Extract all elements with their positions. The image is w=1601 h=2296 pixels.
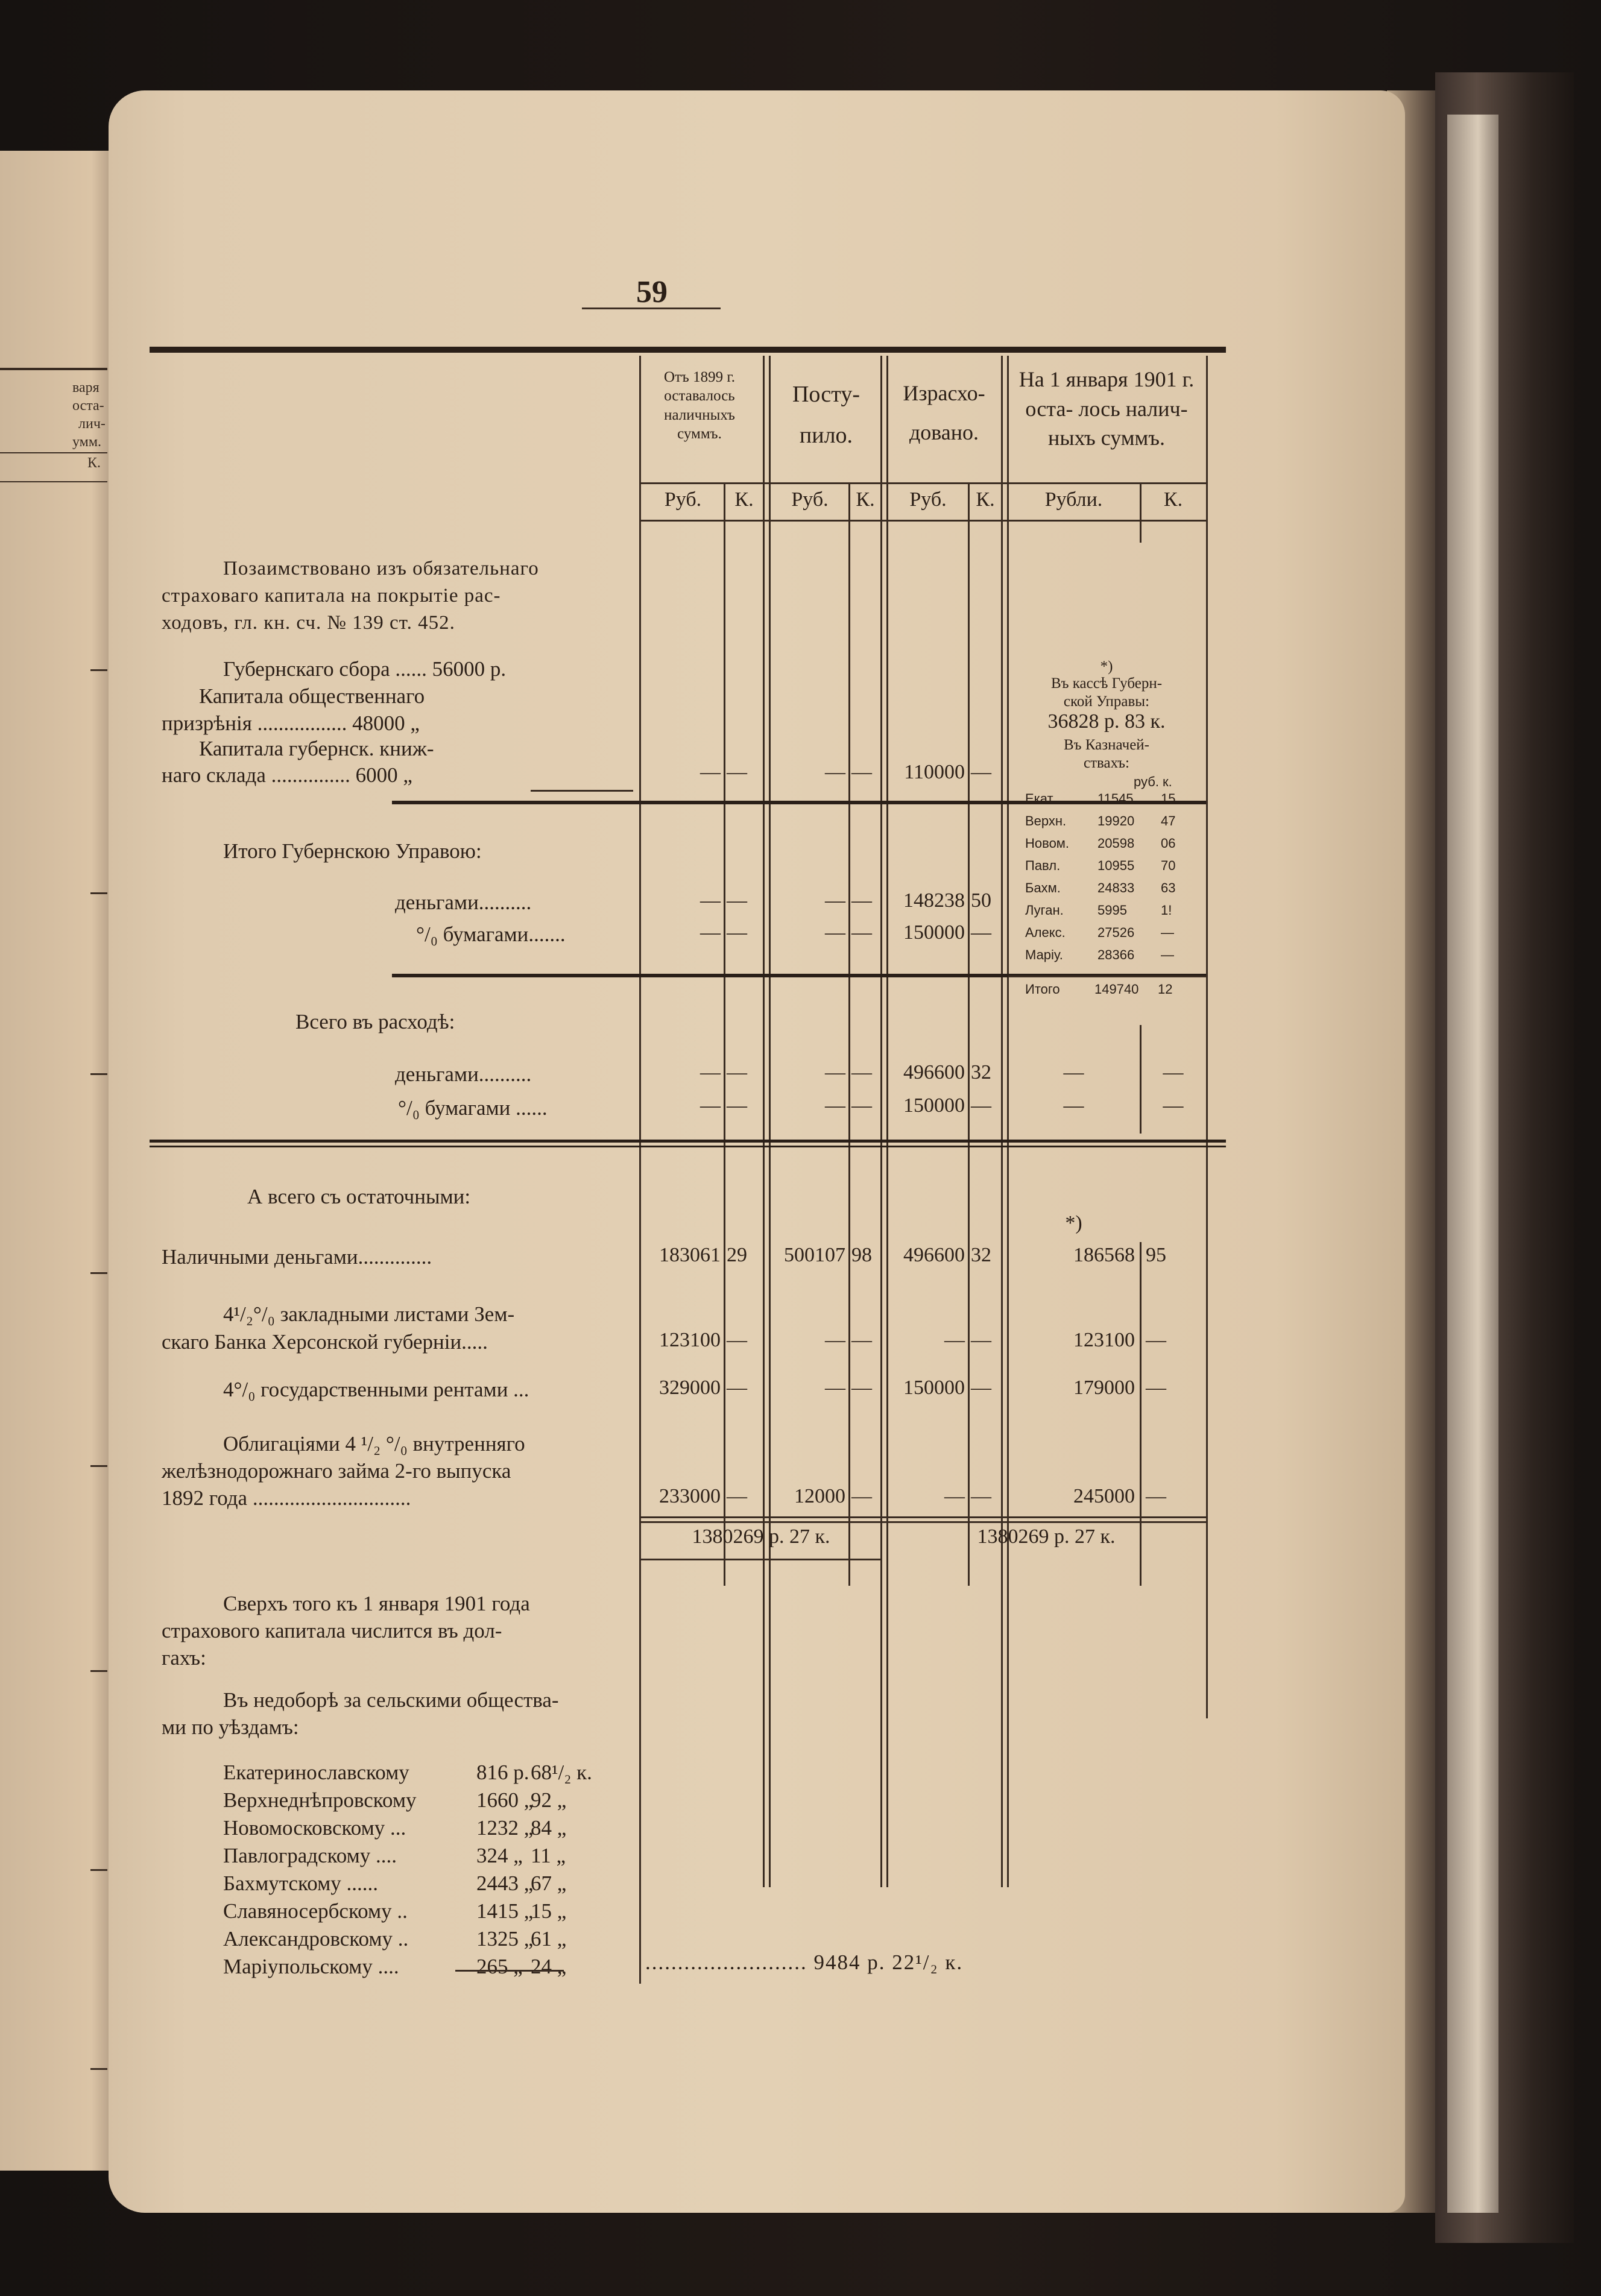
uezd-name: Славяносербскому .. [223, 1899, 408, 1923]
header-col2: Посту- пило. [792, 382, 860, 449]
cell-zaklad-c1r: 123100 [659, 1329, 721, 1351]
cell-renty-c2k-dash: — [851, 1377, 872, 1399]
sub-k-1: К. [734, 488, 754, 511]
cell-dengami-c3r: 148238 [903, 889, 965, 912]
dengami2: деньгами.......... [395, 1062, 532, 1086]
note-item-name: Павл. [1025, 858, 1061, 873]
loan-intro-1: Позаимствовано изъ обязательнаго [223, 558, 539, 579]
note-item-name: Бахм. [1025, 880, 1061, 895]
underline [531, 790, 633, 792]
uezd-rub: 1415 „ [476, 1899, 534, 1923]
uezd-rub: 1325 „ [476, 1927, 534, 1951]
cell-loan-c1r-dash: — [700, 761, 721, 783]
cell-dengami2-c2k-dash: — [851, 1061, 872, 1083]
cell-renty-c2r-dash: — [825, 1377, 845, 1399]
kop-line [968, 482, 970, 1586]
cell-obligacii-c1r: 233000 [659, 1485, 721, 1507]
sub-k-2: К. [856, 488, 875, 511]
uezd-rub: 816 р. [476, 1761, 529, 1784]
cell-zaklad-c3k-dash: — [971, 1329, 991, 1351]
cell-zaklad-c4r: 123100 [1073, 1329, 1135, 1351]
uezd-rub: 2443 „ [476, 1872, 534, 1895]
cell-loan-c3k: — [971, 761, 991, 783]
note-item-k: 47 [1161, 813, 1176, 828]
left-frag-1: варя [72, 380, 99, 396]
cell-dengami2-c1r-dash: — [700, 1061, 721, 1083]
sub-rub-3: Руб. [909, 488, 947, 511]
cell-zaklad-c2r-dash: — [825, 1329, 845, 1351]
itogo-gub: Итого Губернскою Управою: [223, 839, 482, 863]
header-rule [639, 482, 1206, 484]
a-vsego: А всего съ остаточными: [247, 1185, 471, 1208]
col-line [880, 356, 882, 1887]
uezd-kop: 92 „ [531, 1788, 567, 1812]
sverh-2: страхового капитала числится въ дол- [162, 1619, 502, 1642]
table-top-rule [150, 347, 1226, 353]
uezd-underline [455, 1970, 564, 1972]
vsego: Всего въ расходѣ: [295, 1010, 455, 1033]
note-item-k: 63 [1161, 880, 1176, 895]
nedobor-total: ......................... 9484 р. 22¹/₂ к. [645, 1951, 964, 1974]
cell-renty-c3k-dash: — [971, 1377, 991, 1399]
left-dash [90, 1073, 107, 1075]
col-line [886, 356, 888, 1887]
left-frag-2: оста- [72, 398, 104, 414]
left-dash [90, 1670, 107, 1672]
cell-renty-c4r: 179000 [1073, 1377, 1135, 1399]
obligacii-1: Облигаціями 4 ¹/₂ °/₀ внутренняго [223, 1432, 525, 1456]
cell-nalichnymi-c2r: 500107 [784, 1244, 845, 1266]
cell-nalichnymi-c1k: 29 [727, 1244, 747, 1266]
cell-dengami-c2k-dash: — [851, 889, 872, 912]
cell-bumagami-c1r-dash: — [700, 921, 721, 944]
uezd-rub: 265 „ [476, 1955, 523, 1978]
cell-bumagami2-c4k-dash: — [1163, 1094, 1184, 1117]
cell-loan-c3r: 110000 [904, 761, 965, 783]
note-item-rub: 27526 [1097, 925, 1135, 940]
cell-renty-c1r: 329000 [659, 1377, 721, 1399]
left-dash [90, 2068, 107, 2070]
note-total-k: 12 [1158, 982, 1173, 997]
uezd-name: Бахмутскому ...... [223, 1872, 378, 1895]
note-item-rub: 10955 [1097, 858, 1135, 873]
section-rule [392, 801, 1206, 804]
sverh-1: Сверхъ того къ 1 января 1901 года [223, 1592, 530, 1615]
note-item-k: 1! [1161, 903, 1172, 918]
left-dash [90, 669, 107, 671]
cell-bumagami2-c1k-dash: — [727, 1094, 747, 1117]
cell-bumagami2-c2r-dash: — [825, 1094, 845, 1117]
note-item-k: — [1161, 947, 1174, 962]
note-item-name: Екат. [1025, 791, 1056, 806]
note-total-rub: 149740 [1094, 982, 1139, 997]
cell-renty-c3r: 150000 [903, 1377, 965, 1399]
note-item-rub: 5995 [1097, 903, 1127, 918]
uezd-rub: 324 „ [476, 1844, 523, 1867]
cell-bumagami-c1k-dash: — [727, 921, 747, 944]
bumagami: °/₀ бумагами....... [416, 922, 566, 946]
uezd-name: Маріупольскому .... [223, 1955, 399, 1978]
uezd-kop: 24 „ [531, 1955, 567, 1978]
zaklad-1: 4¹/₂°/₀ закладными листами Зем- [223, 1302, 515, 1326]
uezd-kop: 68¹/₂ к. [531, 1761, 592, 1784]
bumagami2: °/₀ бумагами ...... [398, 1096, 548, 1120]
note-item-rub: 20598 [1097, 836, 1135, 851]
cell-zaklad-c2k-dash: — [851, 1329, 872, 1351]
note-item-name: Новом. [1025, 836, 1070, 851]
renty: 4°/₀ государственными рентами ... [223, 1378, 529, 1401]
cell-renty-c4k-dash: — [1146, 1377, 1166, 1399]
col-line [1007, 356, 1009, 1887]
kop-line [848, 482, 850, 1586]
note-star: *) [1100, 658, 1113, 675]
cell-dengami2-c1k-dash: — [727, 1061, 747, 1083]
cell-zaklad-c3r-dash: — [944, 1329, 965, 1351]
note-item-rub: 28366 [1097, 947, 1135, 962]
left-frag-5: К. [87, 455, 101, 471]
note-item-name: Верхн. [1025, 813, 1067, 828]
kop-line [724, 482, 725, 1586]
gub-sbor: Губернскаго сбора ...... 56000 р. [223, 657, 507, 681]
left-frag-3: лич- [78, 416, 106, 432]
sub-k-3: К. [976, 488, 995, 511]
total-right: 1380269 р. 27 к. [977, 1525, 1116, 1548]
totals-underline [640, 1559, 882, 1560]
cell-obligacii-c1k-dash: — [727, 1485, 747, 1507]
section-rule [150, 1146, 1226, 1147]
note-total-label: Итого [1025, 982, 1060, 997]
uezd-kop: 67 „ [531, 1872, 567, 1895]
cell-dengami2-c4k-dash: — [1163, 1061, 1184, 1083]
cell-bumagami2-c2k-dash: — [851, 1094, 872, 1117]
col-line [763, 356, 765, 1887]
sub-rub-1: Руб. [664, 488, 702, 511]
cell-loan-c1k-dash: — [727, 761, 747, 783]
cell-zaklad-c1k-dash: — [727, 1329, 747, 1351]
note-l4: Въ Казначей- [1063, 737, 1150, 753]
cell-nalichnymi-c3r: 496600 [903, 1244, 965, 1266]
cell-bumagami-c2r-dash: — [825, 921, 845, 944]
cell-dengami-c3k: 50 [971, 889, 991, 912]
kapital-obshch-1: Капитала общественнаго [199, 684, 425, 708]
cell-dengami2-c2r-dash: — [825, 1061, 845, 1083]
note-l1: Въ кассѣ Губерн- [1050, 675, 1163, 692]
uezd-rub: 1232 „ [476, 1816, 534, 1840]
note-item-k: 70 [1161, 858, 1176, 873]
left-frag-4: умм. [72, 434, 102, 450]
sverh-3: гахъ: [162, 1646, 206, 1670]
cell-loan-c2k-dash: — [851, 761, 872, 783]
left-rule-bottom [0, 481, 107, 482]
uezd-kop: 61 „ [531, 1927, 567, 1951]
header-col1: Отъ 1899 г. оставалось наличныхъ суммъ. [663, 369, 736, 442]
page-number: 59 [636, 275, 668, 309]
uezd-kop: 84 „ [531, 1816, 567, 1840]
header-col4: На 1 января 1901 г. оста- лось налич- ныхъ суммъ. [1018, 367, 1195, 450]
kapital-knizh-2: наго склада ............... 6000 „ [162, 763, 412, 787]
uezd-rub: 1660 „ [476, 1788, 534, 1812]
note-cols: руб. к. [1134, 774, 1172, 789]
uezd-kop: 15 „ [531, 1899, 567, 1923]
total-left: 1380269 р. 27 к. [692, 1525, 830, 1548]
note-item-rub: 19920 [1097, 813, 1135, 828]
cell-obligacii-c4r: 245000 [1073, 1485, 1135, 1507]
note-l2: ской Управы: [1063, 693, 1150, 710]
section-rule [150, 1140, 1226, 1143]
left-dash [90, 892, 107, 894]
sub-k-4: К. [1163, 488, 1183, 511]
note-l5: ствахъ: [1083, 755, 1129, 771]
cell-dengami2-c3k: 32 [971, 1061, 991, 1083]
cell-obligacii-c3k-dash: — [971, 1485, 991, 1507]
cell-zaklad-c4k-dash: — [1146, 1329, 1166, 1351]
kapital-knizh-1: Капитала губернск. книж- [199, 737, 434, 760]
note-item-rub: 24833 [1097, 880, 1135, 895]
loan-intro-2: страховаго капитала на покрытіе рас- [162, 585, 501, 607]
cell-dengami-c1k-dash: — [727, 889, 747, 912]
totals-rule [640, 1521, 1206, 1523]
cell-bumagami-c2k-dash: — [851, 921, 872, 944]
cell-bumagami2-c4r-dash: — [1063, 1094, 1084, 1117]
obligacii-2: желѣзнодорожнаго займа 2-го выпуска [162, 1459, 511, 1483]
cell-obligacii-c2k-dash: — [851, 1485, 872, 1507]
cell-nalichnymi-c1r: 183061 [659, 1244, 721, 1266]
uezd-name: Верхнеднѣпровскому [223, 1788, 417, 1812]
header-col3: Израсхо- довано. [903, 381, 985, 444]
cell-dengami2-c3r: 496600 [903, 1061, 965, 1083]
cell-bumagami-c3r: 150000 [903, 921, 965, 944]
note-item-name: Луган. [1025, 903, 1064, 918]
nalichnymi: Наличными деньгами.............. [162, 1245, 432, 1269]
cell-star-note-ref: *) [1065, 1212, 1082, 1234]
note-item-k: 06 [1161, 836, 1176, 851]
cell-dengami-c1r-dash: — [700, 889, 721, 912]
col-line [1001, 356, 1003, 1887]
totals-rule [640, 1516, 1206, 1518]
cell-renty-c1k-dash: — [727, 1377, 747, 1399]
cell-dengami2-c4r-dash: — [1063, 1061, 1084, 1083]
note-total-rule [1008, 976, 1206, 977]
cell-obligacii-c4k-dash: — [1146, 1485, 1166, 1507]
col-line [639, 1598, 641, 1984]
cell-nalichnymi-c3k: 32 [971, 1244, 991, 1266]
left-rule-mid [0, 452, 107, 453]
cell-nalichnymi-c4k: 95 [1146, 1244, 1166, 1266]
obligacii-3: 1892 года .............................. [162, 1486, 411, 1510]
sub-rubli: Рубли. [1044, 488, 1103, 511]
dengami: деньгами.......... [395, 891, 532, 914]
cell-obligacii-c2r: 12000 [794, 1485, 845, 1507]
sub-rub-2: Руб. [791, 488, 829, 511]
cell-bumagami-c3k: — [971, 921, 991, 944]
book-edge-pages [1447, 115, 1498, 2213]
uezd-name: Павлоградскому .... [223, 1844, 397, 1867]
uezd-name: Александровскому .. [223, 1927, 409, 1951]
zaklad-2: скаго Банка Херсонской губерніи..... [162, 1330, 488, 1354]
uezd-kop: 11 „ [531, 1844, 566, 1867]
cell-nalichnymi-c2k: 98 [851, 1244, 872, 1266]
cell-obligacii-c3r-dash: — [944, 1485, 965, 1507]
cell-loan-c2r-dash: — [825, 761, 845, 783]
kapital-obshch-2: призрѣнія ................. 48000 „ [162, 711, 420, 735]
note-item-name: Алекс. [1025, 925, 1066, 940]
col-line [769, 356, 771, 1887]
cell-bumagami2-c3k: — [971, 1094, 991, 1117]
page-number-rule [582, 308, 721, 309]
left-rule-top [0, 368, 107, 370]
left-dash [90, 1869, 107, 1871]
uezd-name: Новомосковскому ... [223, 1816, 406, 1840]
cell-dengami-c2r-dash: — [825, 889, 845, 912]
nedobor-2: ми по уѣздамъ: [162, 1715, 299, 1739]
nedobor-1: Въ недоборѣ за сельскими общества- [223, 1688, 559, 1712]
note-item-name: Маріу. [1025, 947, 1063, 962]
note-l3: 36828 р. 83 к. [1047, 710, 1166, 733]
left-dash [90, 1465, 107, 1467]
note-item-k: 15 [1161, 791, 1176, 806]
cell-bumagami2-c3r: 150000 [903, 1094, 965, 1117]
loan-intro-3: ходовъ, гл. кн. сч. № 139 ст. 452. [162, 612, 455, 634]
cell-nalichnymi-c4r: 186568 [1073, 1244, 1135, 1266]
cell-bumagami2-c1r-dash: — [700, 1094, 721, 1117]
left-page-fragment [0, 151, 119, 2171]
note-item-rub: 11545 [1097, 791, 1134, 806]
uezd-name: Екатеринославскому [223, 1761, 409, 1784]
col-line [1206, 356, 1208, 1718]
left-dash [90, 1272, 107, 1274]
note-item-k: — [1161, 925, 1174, 940]
subheader-rule [639, 520, 1206, 522]
